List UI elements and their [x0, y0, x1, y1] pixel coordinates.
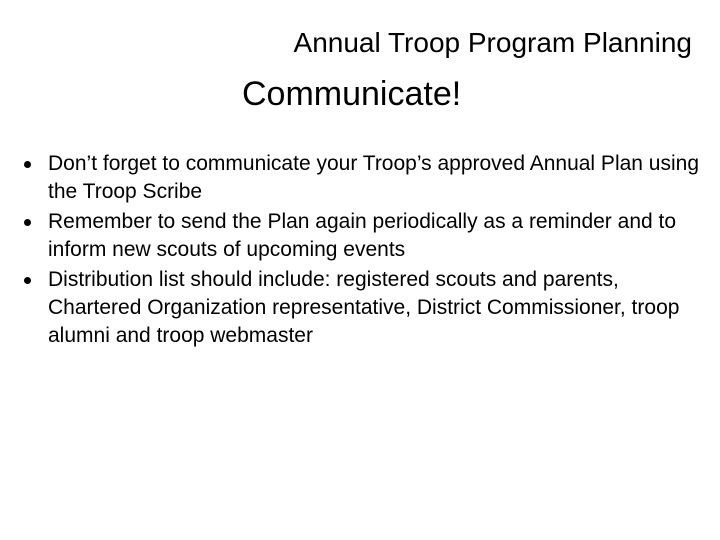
bullet-text: Don’t forget to communicate your Troop’s approved Annual Plan using the Troop Scribe [48, 152, 699, 203]
bullet-text: Remember to send the Plan again periodically as a reminder and to inform new scouts of upcoming events [48, 210, 677, 261]
slide-title: Annual Troop Program Planning [293, 27, 692, 58]
bullet-dot-icon [24, 277, 31, 284]
bullet-item [20, 208, 700, 264]
bullet-item [20, 266, 700, 350]
bullet-text: Distribution list should include: registered scouts and parents, Chartered Organization representative, District Commissioner, troop alumni and troop webmaster [48, 268, 680, 347]
slide-subtitle: Communicate! [242, 75, 462, 113]
bullet-list [20, 150, 700, 352]
bullet-dot-icon [24, 161, 31, 168]
bullet-item [20, 150, 700, 206]
bullet-dot-icon [24, 219, 31, 226]
